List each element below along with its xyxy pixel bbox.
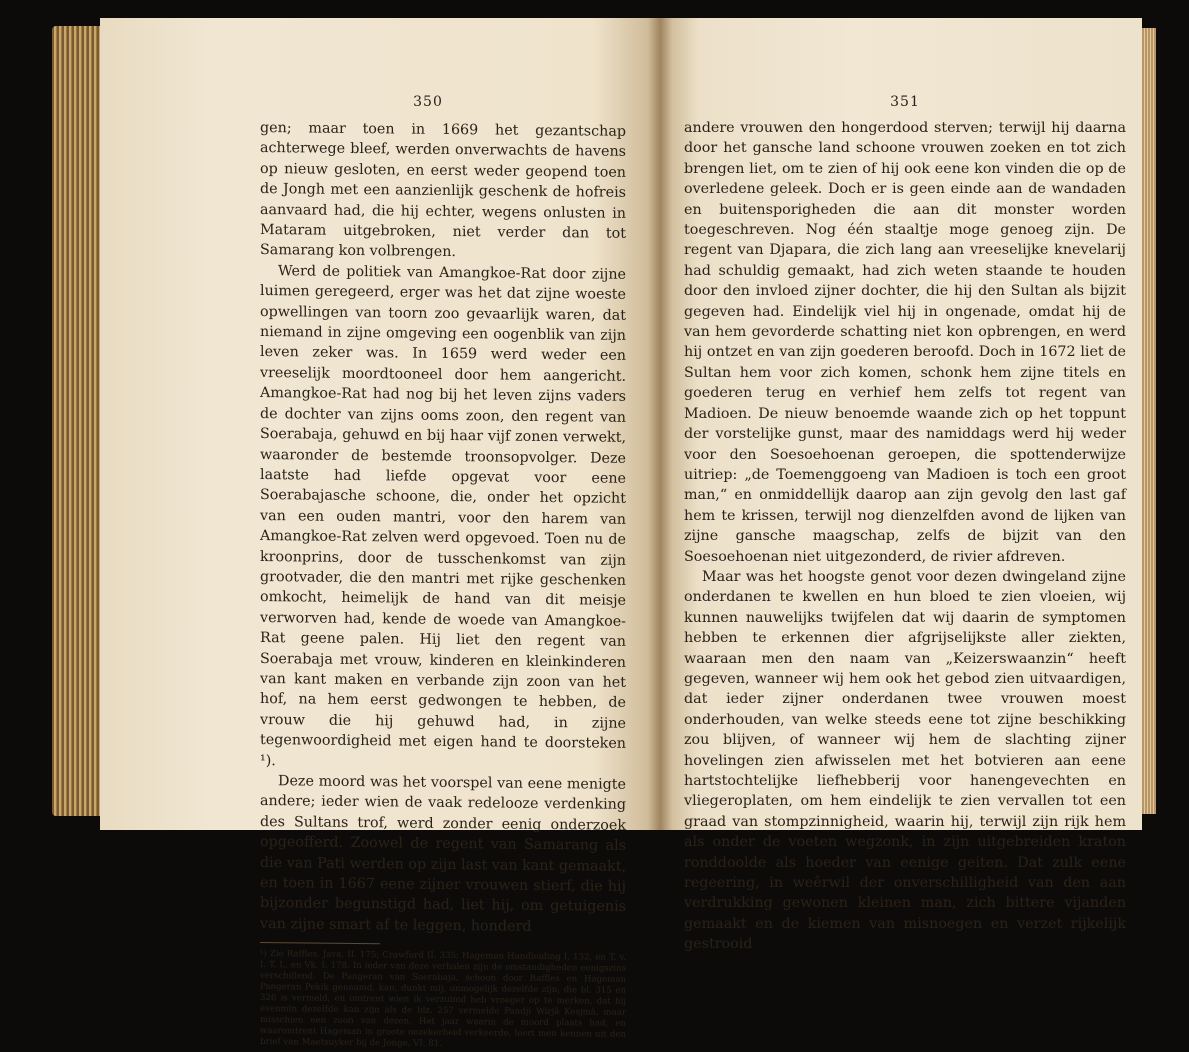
paragraph: gen; maar toen in 1669 het gezantschap achterwege bleef, werden onverwachts de havens op nieuw gesloten, en eerst weder geopend toen de Jongh met een aanzienlijk geschenk de hofreis aanvaard had, die hij echter, wegens onlusten in Mataram uitgebroken, niet verder dan tot Samarang kon volbrengen.: [260, 120, 626, 261]
page-edges-right: [1142, 28, 1156, 814]
paragraph: Werd de politiek van Amangkoe-Rat door zijne luimen geregeerd, erger was het dat zijne woeste opwellingen van toorn zoo gevaarlijk waren, dat niemand in zijne omgeving een oogenblik van zijn leven zeker was. In 1659 werd weder een vreeselijk moordtooneel door hem aangericht. Amangkoe-Rat had nog bij het leven zijns vaders de dochter van zijns ooms zoon, den regent van Soerabaja, gehuwd en bij haar vijf zonen verwekt, waaronder de bestemde troonsopvolger. Deze laatste had liefde opgevat voor eene Soerabajasche schoone, die, onder het opzicht van een ouden mantri, voor den harem van Amangkoe-Rat zelven werd opgevoed. Toen nu de kroonprins, door de tusschenkomst van zijn grootvader, die den mantri met rijke geschenken omkocht, heimelijk de hand van dit meisje verworven had, kende de woede van Amangkoe-Rat geene palen. Hij liet den regent van Soerabaja met vrouw, kinderen en kleinkinderen van kant maken en verbande zijn zoon van het hof, na hem eerst gedwongen te hebben, de vrouw die hij gehuwd had, in zijne tegenwoordigheid met eigen hand te doorsteken ¹).: [260, 263, 626, 769]
page-body: [260, 118, 626, 1052]
book-gutter: [648, 18, 672, 830]
page-number: 350: [413, 94, 443, 110]
right-page: [660, 18, 1142, 953]
paragraph: Deze moord was het voorspel van eene menigte andere; ieder wien de vaak redelooze verdenking des Sultans trof, werd zonder eenig onderzoek opgeofferd. Zoowel de regent van Samarang als die van Pati werden op zijn last van kant gemaakt, en toen in 1667 eene zijner vrouwen stierf, die hij bijzonder begunstigd had, liet hij, om getuigenis van zijne smart af te leggen, honderd: [260, 773, 626, 935]
paragraph: andere vrouwen den hongerdood sterven; terwijl hij daarna door het gansche land schoone vrouwen zoeken en tot zich brengen liet, om te zien of hij ook eene kon vinden die op de overledene geleek. Doch er is geen einde aan de wandaden en buitensporigheden die aan dit monster worden toegeschreven. Nog één staaltje moge genoeg zijn. De regent van Djapara, die zich lang aan vreeselijke knevelarij had schuldig gemaakt, had zich weten staande te houden door den invloed zijner dochter, die hij den Sultan als bijzit gegeven had. Eindelijk viel hij in ongenade, omdat hij de van hem gevorderde schatting niet kon opbrengen, en werd hij ontzet en van zijn goederen beroofd. Doch in 1672 liet de Sultan hem voor zich komen, schonk hem zijne titels en goederen terug en verhief hem zelfs tot regent van Madioen. De nieuw benoemde waande zich op het toppunt der vorstelijke gunst, maar des namiddags werd hij weder voor den Soesoehoenan geroepen, die spottenderwijze uitriep: „de Toemenggoeng van Madioen is toch een groot man,“ en onmiddellijk daarop aan zijn gevolg den last gaf hem te krissen, terwijl nog dienzelfden avond de lijken van zijne gansche maagschap, zelfs de bijzit van den Soesoehoenan niet uitgezonderd, de rivier afdreven.: [684, 120, 1126, 565]
page-body: [684, 118, 1126, 955]
footnote-divider: [260, 942, 380, 944]
paragraph: Maar was het hoogste genot voor dezen dwingeland zijne onderdanen te kwellen en hun bloed te zien vloeien, wij kunnen nauwelijks twijfelen dat wij daarin de symptomen hebben te erkennen dier afgrijselijkste aller ziekten, waaraan men den naam van „Keizerswaanzin“ heeft gegeven, wanneer wij hem ook het gebod zien uitvaardigen, dat ieder zijner onderdanen twee vrouwen moest onderhouden, van welke steeds eene tot zijne beschikking zou blijven, of wanneer wij hem de slachting zijner hovelingen zien afwisselen met het botvieren aan eene hartstochtelijke liefhebberij voor hanengevechten en vliegeroplaten, om hem eindelijk te zien vervallen tot een graad van stompzinnigheid, waarin hij, terwijl zijn rijk hem als onder de voeten wegzonk, in zijn uitgebreiden kraton ronddoolde als hoeder van eenige geiten. Dat zulk eene regeering, in weêrwil der onverschilligheid van den aan verdrukking gewonen kleinen man, zich bittere vijanden gemaakt en de kiemen van misnoegen en verzet rijkelijk gestrooid: [684, 568, 1126, 953]
open-book: [52, 18, 1156, 1050]
page-number: 351: [890, 94, 920, 110]
left-page: [100, 18, 660, 1050]
footnote: ¹) Zie Raffles, Java, II. 175; Crawfurd II. 335; Hageman Handleiding I, 132, en T. v. I. T. L. en Vk. I. 178. In ieder van deze verhalen zijn de omstandigheden eenigszins verschillend. De Pangeran van Soerabaja, schoon door Raffles en Hageman Pangeran Pekik genaamd, kan, dunkt mij, onmogelijk dezelfde zijn, die bl. 315 en 326 is vermeld, en omtrent wien ik verzuimd heb vroeger op te merken, dat hij evenmin dezelfde kan zijn als de blz. 257 vermelde Pandji Wirjâ Kesjmâ, maar misschien een zoon van dezen. Het jaar waarin de moord plaats had, en waaromtrent Hageman in groote onzekerheid verkeerde, leert men kennen uit den brief van Maetsuyker bij de Jonge, VI. 81.: [260, 949, 626, 1050]
